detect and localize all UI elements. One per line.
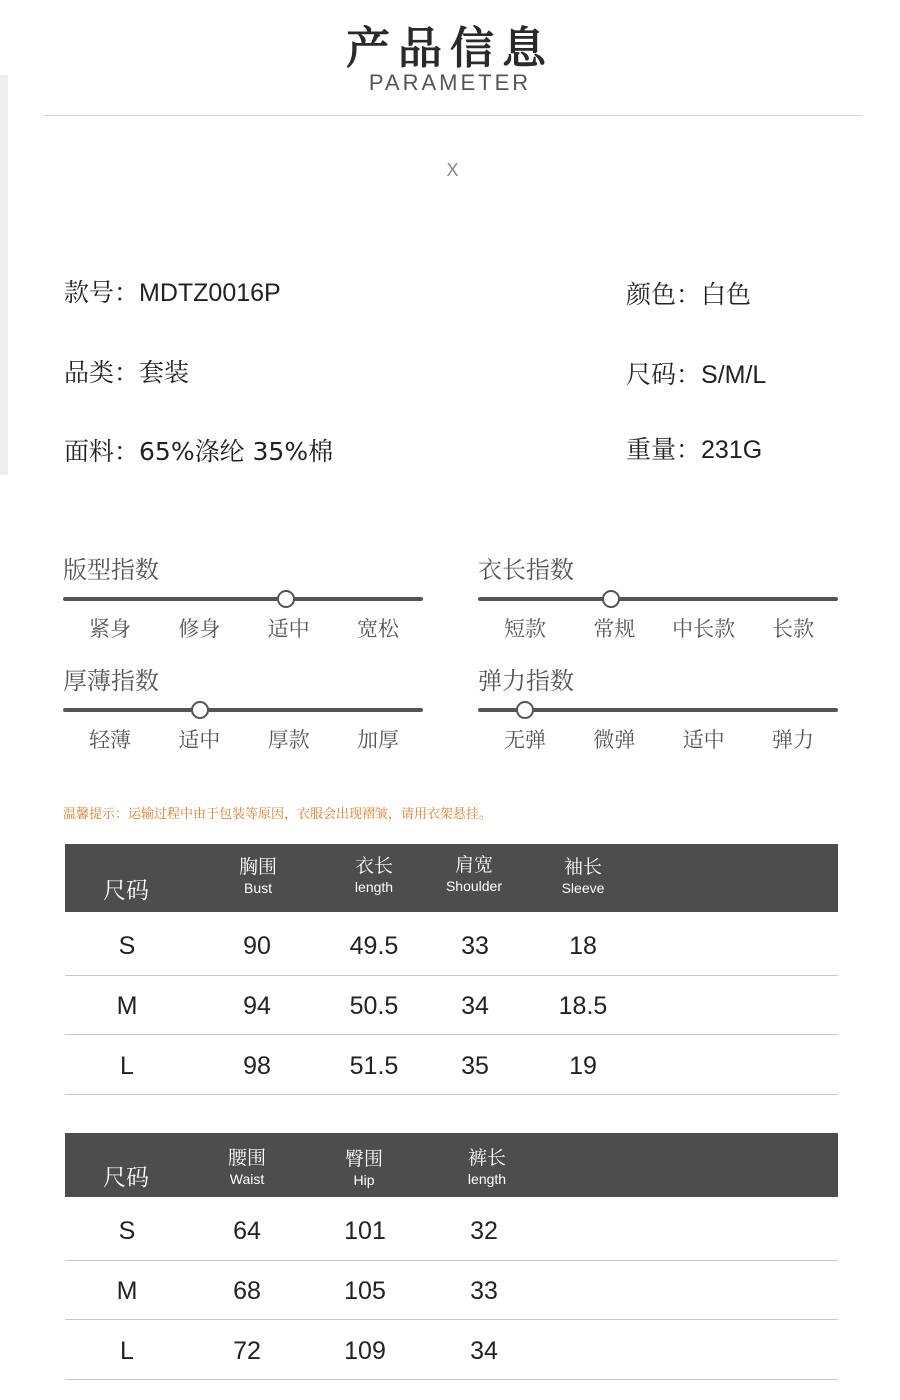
table-row [65, 976, 838, 1035]
size-cell: S [118, 1217, 136, 1245]
column-header-cn: 肩宽 [454, 854, 493, 876]
bust-cell: 94 [243, 992, 271, 1020]
length-cell: 50.5 [349, 992, 399, 1020]
column-header-cn: 臀围 [344, 1148, 383, 1170]
slider-knob [516, 701, 534, 719]
style-no-value: MDTZ0016P [139, 279, 281, 307]
column-header-length [319, 855, 429, 897]
index-title: 衣长指数 [478, 556, 574, 584]
category-value: 套装 [139, 358, 190, 387]
style-no-label: 款号： [64, 278, 140, 307]
pants-length-cell: 34 [470, 1337, 498, 1365]
color-label: 颜色： [626, 280, 702, 309]
size-cell: S [118, 932, 136, 960]
level-label: 弹力 [771, 728, 814, 752]
length-cell: 49.5 [349, 932, 399, 960]
level-label: 适中 [682, 728, 725, 752]
weight-value: 231G [701, 436, 763, 464]
index-fit [63, 550, 423, 640]
size-cell: M [116, 1277, 138, 1305]
column-header-cn: 袖长 [563, 856, 602, 878]
slider-knob [277, 590, 295, 608]
column-header-en: Bust [243, 880, 272, 896]
column-header-waist [192, 1147, 302, 1189]
weight-label: 重量： [626, 435, 702, 464]
shoulder-cell: 35 [461, 1052, 489, 1080]
size-column-header: 尺码 [103, 878, 149, 904]
level-label: 中长款 [672, 617, 736, 641]
level-label: 无弹 [504, 728, 546, 752]
hip-cell: 105 [344, 1277, 386, 1305]
info-size [626, 355, 766, 391]
color-value: 白色 [701, 280, 752, 309]
index-title: 版型指数 [63, 556, 159, 584]
column-header-en: Hip [353, 1172, 375, 1188]
table-row [65, 1261, 838, 1320]
column-header-cn: 衣长 [354, 855, 393, 877]
title-divider [44, 115, 862, 116]
column-header-pants-length [432, 1147, 542, 1189]
sleeve-cell: 18 [569, 932, 597, 960]
page-title: 产品信息 [346, 23, 554, 74]
table-header [65, 844, 838, 912]
top-size-table [65, 844, 838, 1095]
slider-track [63, 597, 423, 601]
level-label: 长款 [771, 617, 814, 641]
slider-knob [602, 590, 620, 608]
bust-cell: 90 [243, 932, 271, 960]
index-stretch [478, 661, 838, 751]
table-row [65, 912, 838, 976]
level-label: 加厚 [356, 728, 399, 752]
level-label: 常规 [593, 617, 636, 641]
level-label: 短款 [504, 617, 546, 641]
table-header [65, 1133, 838, 1197]
shoulder-cell: 34 [461, 992, 489, 1020]
column-header-sleeve [528, 856, 638, 898]
info-color [626, 275, 751, 311]
column-header-en: Shoulder [445, 878, 503, 894]
close-mark: X [446, 160, 459, 180]
hip-cell: 109 [344, 1337, 386, 1365]
fabric-label: 面料： [64, 437, 140, 466]
waist-cell: 64 [233, 1217, 261, 1245]
info-style-no [64, 273, 281, 309]
level-label: 修身 [178, 617, 221, 641]
table-row [65, 1197, 838, 1261]
column-header-cn: 腰围 [227, 1147, 266, 1169]
level-label: 厚款 [267, 728, 310, 752]
sleeve-cell: 18.5 [558, 992, 608, 1020]
fabric-value: 65%涤纶 35%棉 [139, 437, 334, 466]
size-label: 尺码： [626, 360, 702, 389]
table-row [65, 1035, 838, 1095]
shoulder-cell: 33 [461, 932, 489, 960]
shipping-notice: 温馨提示：运输过程中由于包装等原因，衣服会出现褶皱，请用衣架悬挂。 [63, 807, 493, 822]
index-thickness [63, 661, 423, 751]
sleeve-cell: 19 [569, 1052, 597, 1080]
info-weight [626, 430, 762, 466]
level-label: 轻薄 [89, 728, 131, 752]
column-header-cn: 裤长 [467, 1147, 506, 1169]
column-header-cn: 胸围 [238, 856, 277, 878]
table-row [65, 1320, 838, 1380]
column-header-hip [309, 1148, 419, 1190]
size-cell: M [116, 992, 138, 1020]
bottom-size-table [65, 1133, 838, 1380]
index-title: 厚薄指数 [63, 667, 159, 695]
column-header-en: Waist [229, 1171, 265, 1187]
level-label: 紧身 [89, 617, 131, 641]
bust-cell: 98 [243, 1052, 271, 1080]
level-label: 适中 [267, 617, 310, 641]
info-category [64, 353, 189, 389]
index-title: 弹力指数 [478, 667, 574, 695]
size-column-header: 尺码 [103, 1165, 149, 1191]
pants-length-cell: 33 [470, 1277, 498, 1305]
length-cell: 51.5 [349, 1052, 399, 1080]
category-label: 品类： [64, 358, 140, 387]
waist-cell: 72 [233, 1337, 261, 1365]
column-header-en: length [467, 1171, 507, 1187]
level-label: 宽松 [356, 617, 399, 641]
size-cell: L [120, 1052, 134, 1080]
index-length [478, 550, 838, 640]
column-header-bust [203, 856, 313, 898]
level-label: 适中 [178, 728, 221, 752]
slider-knob [191, 701, 209, 719]
column-header-en: Sleeve [561, 880, 605, 896]
size-value: S/M/L [701, 361, 767, 389]
left-edge-bar [0, 75, 8, 475]
page-subtitle: PARAMETER [368, 70, 532, 95]
column-header-shoulder [419, 854, 529, 896]
pants-length-cell: 32 [470, 1217, 498, 1245]
level-label: 微弹 [593, 728, 636, 752]
slider-track [478, 597, 838, 601]
column-header-en: length [354, 879, 394, 895]
size-cell: L [120, 1337, 134, 1365]
slider-track [63, 708, 423, 712]
waist-cell: 68 [233, 1277, 261, 1305]
hip-cell: 101 [344, 1217, 386, 1245]
info-fabric [64, 432, 333, 468]
